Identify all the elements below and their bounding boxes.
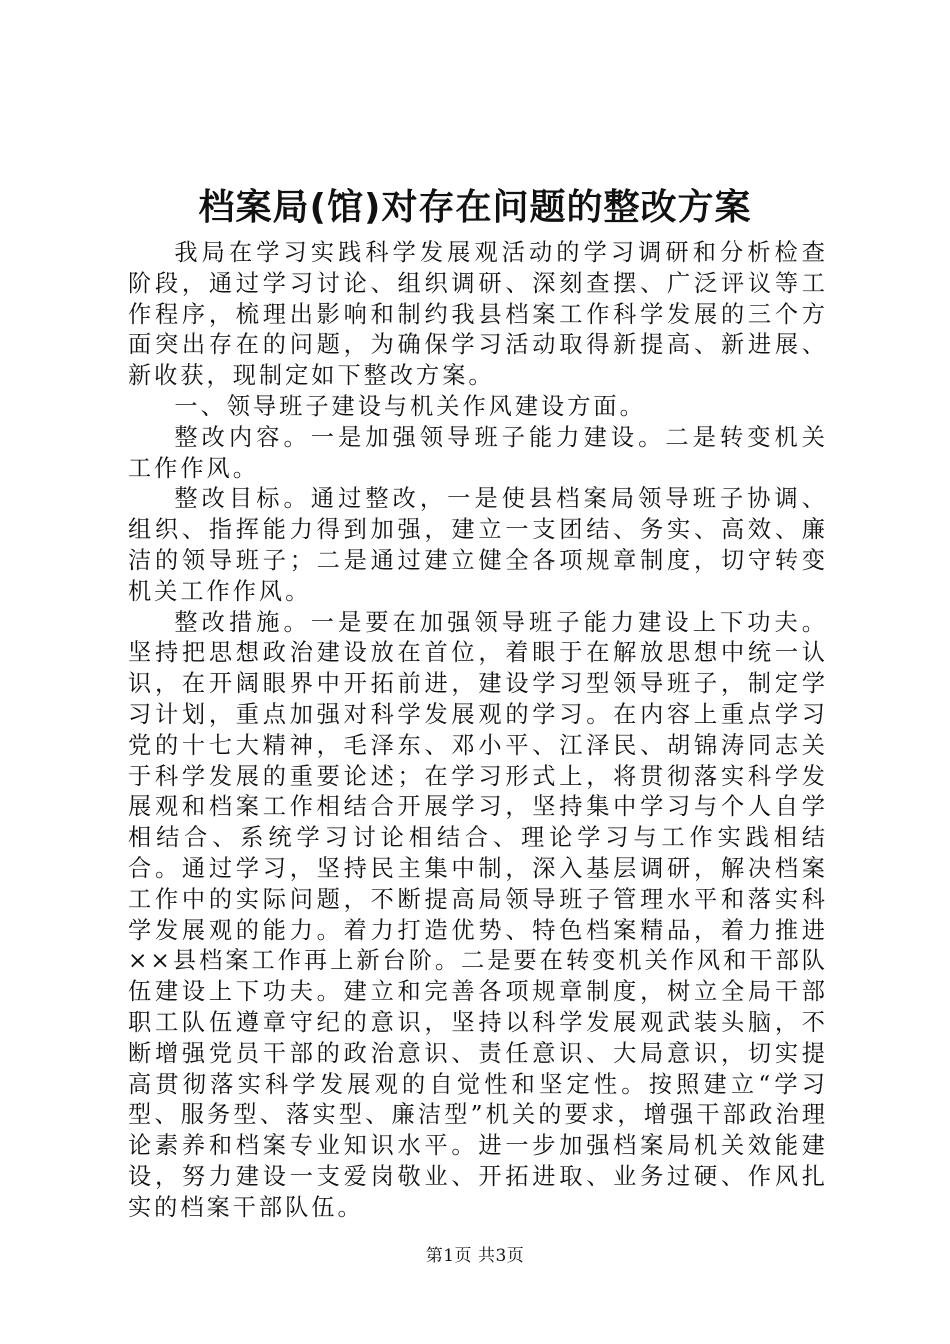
body-paragraph-rectification-measures: 整改措施。一是要在加强领导班子能力建设上下功夫。坚持把思想政治建设放在首位，着眼于在解放思想中统一认识，在开阔眼界中开拓前进，建设学习型领导班子，制定学习计划，重点加强对科学发展观的学习。在内容上重点学习党的十七大精神，毛泽东、邓小平、江泽民、胡锦涛同志关于科学发展的重要论述；在学习形式上，将贯彻落实科学发展观和档案工作相结合开展学习，坚持集中学习与个人自学相结合、系统学习讨论相结合、理论学习与工作实践相结合。通过学习，坚持民主集中制，深入基层调研，解决档案工作中的实际问题，不断提高局领导班子管理水平和落实科学发展观的能力。着力打造优势、特色档案精品，着力推进××县档案工作再上新台阶。二是要在转变机关作风和干部队伍建设上下功夫。建立和完善各项规章制度，树立全局干部职工队伍遵章守纪的意识，坚持以科学发展观武装头脑，不断增强党员干部的政治意识、责任意识、大局意识，切实提高贯彻落实科学发展观的自觉性和坚定性。按照建立“学习型、服务型、落实型、廉洁型”机关的要求，增强干部政治理论素养和档案专业知识水平。进一步加强档案局机关效能建设，努力建设一支爱岗敬业、开拓进取、业务过硬、作风扎实的档案干部队伍。	[128, 608, 828, 1221]
document-title: 档案局(馆)对存在问题的整改方案	[198, 187, 752, 228]
body-paragraph-rectification-goals: 整改目标。通过整改，一是使县档案局领导班子协调、组织、指挥能力得到加强，建立一支团结、务实、高效、廉洁的领导班子；二是通过建立健全各项规章制度，切守转变机关工作作风。	[128, 485, 828, 605]
document-body	[128, 238, 828, 1224]
body-paragraph-section-heading: 一、领导班子建设与机关作风建设方面。	[174, 392, 646, 420]
body-paragraph-rectification-content: 整改内容。一是加强领导班子能力建设。二是转变机关工作作风。	[128, 423, 828, 482]
body-paragraph-intro: 我局在学习实践科学发展观活动的学习调研和分析检查阶段，通过学习讨论、组织调研、深刻查摆、广泛评议等工作程序，梳理出影响和制约我县档案工作科学发展的三个方面突出存在的问题，为确保学习活动取得新提高、新进展、新收获，现制定如下整改方案。	[128, 239, 828, 390]
page-number-footer: 第1页 共3页	[425, 1246, 525, 1266]
